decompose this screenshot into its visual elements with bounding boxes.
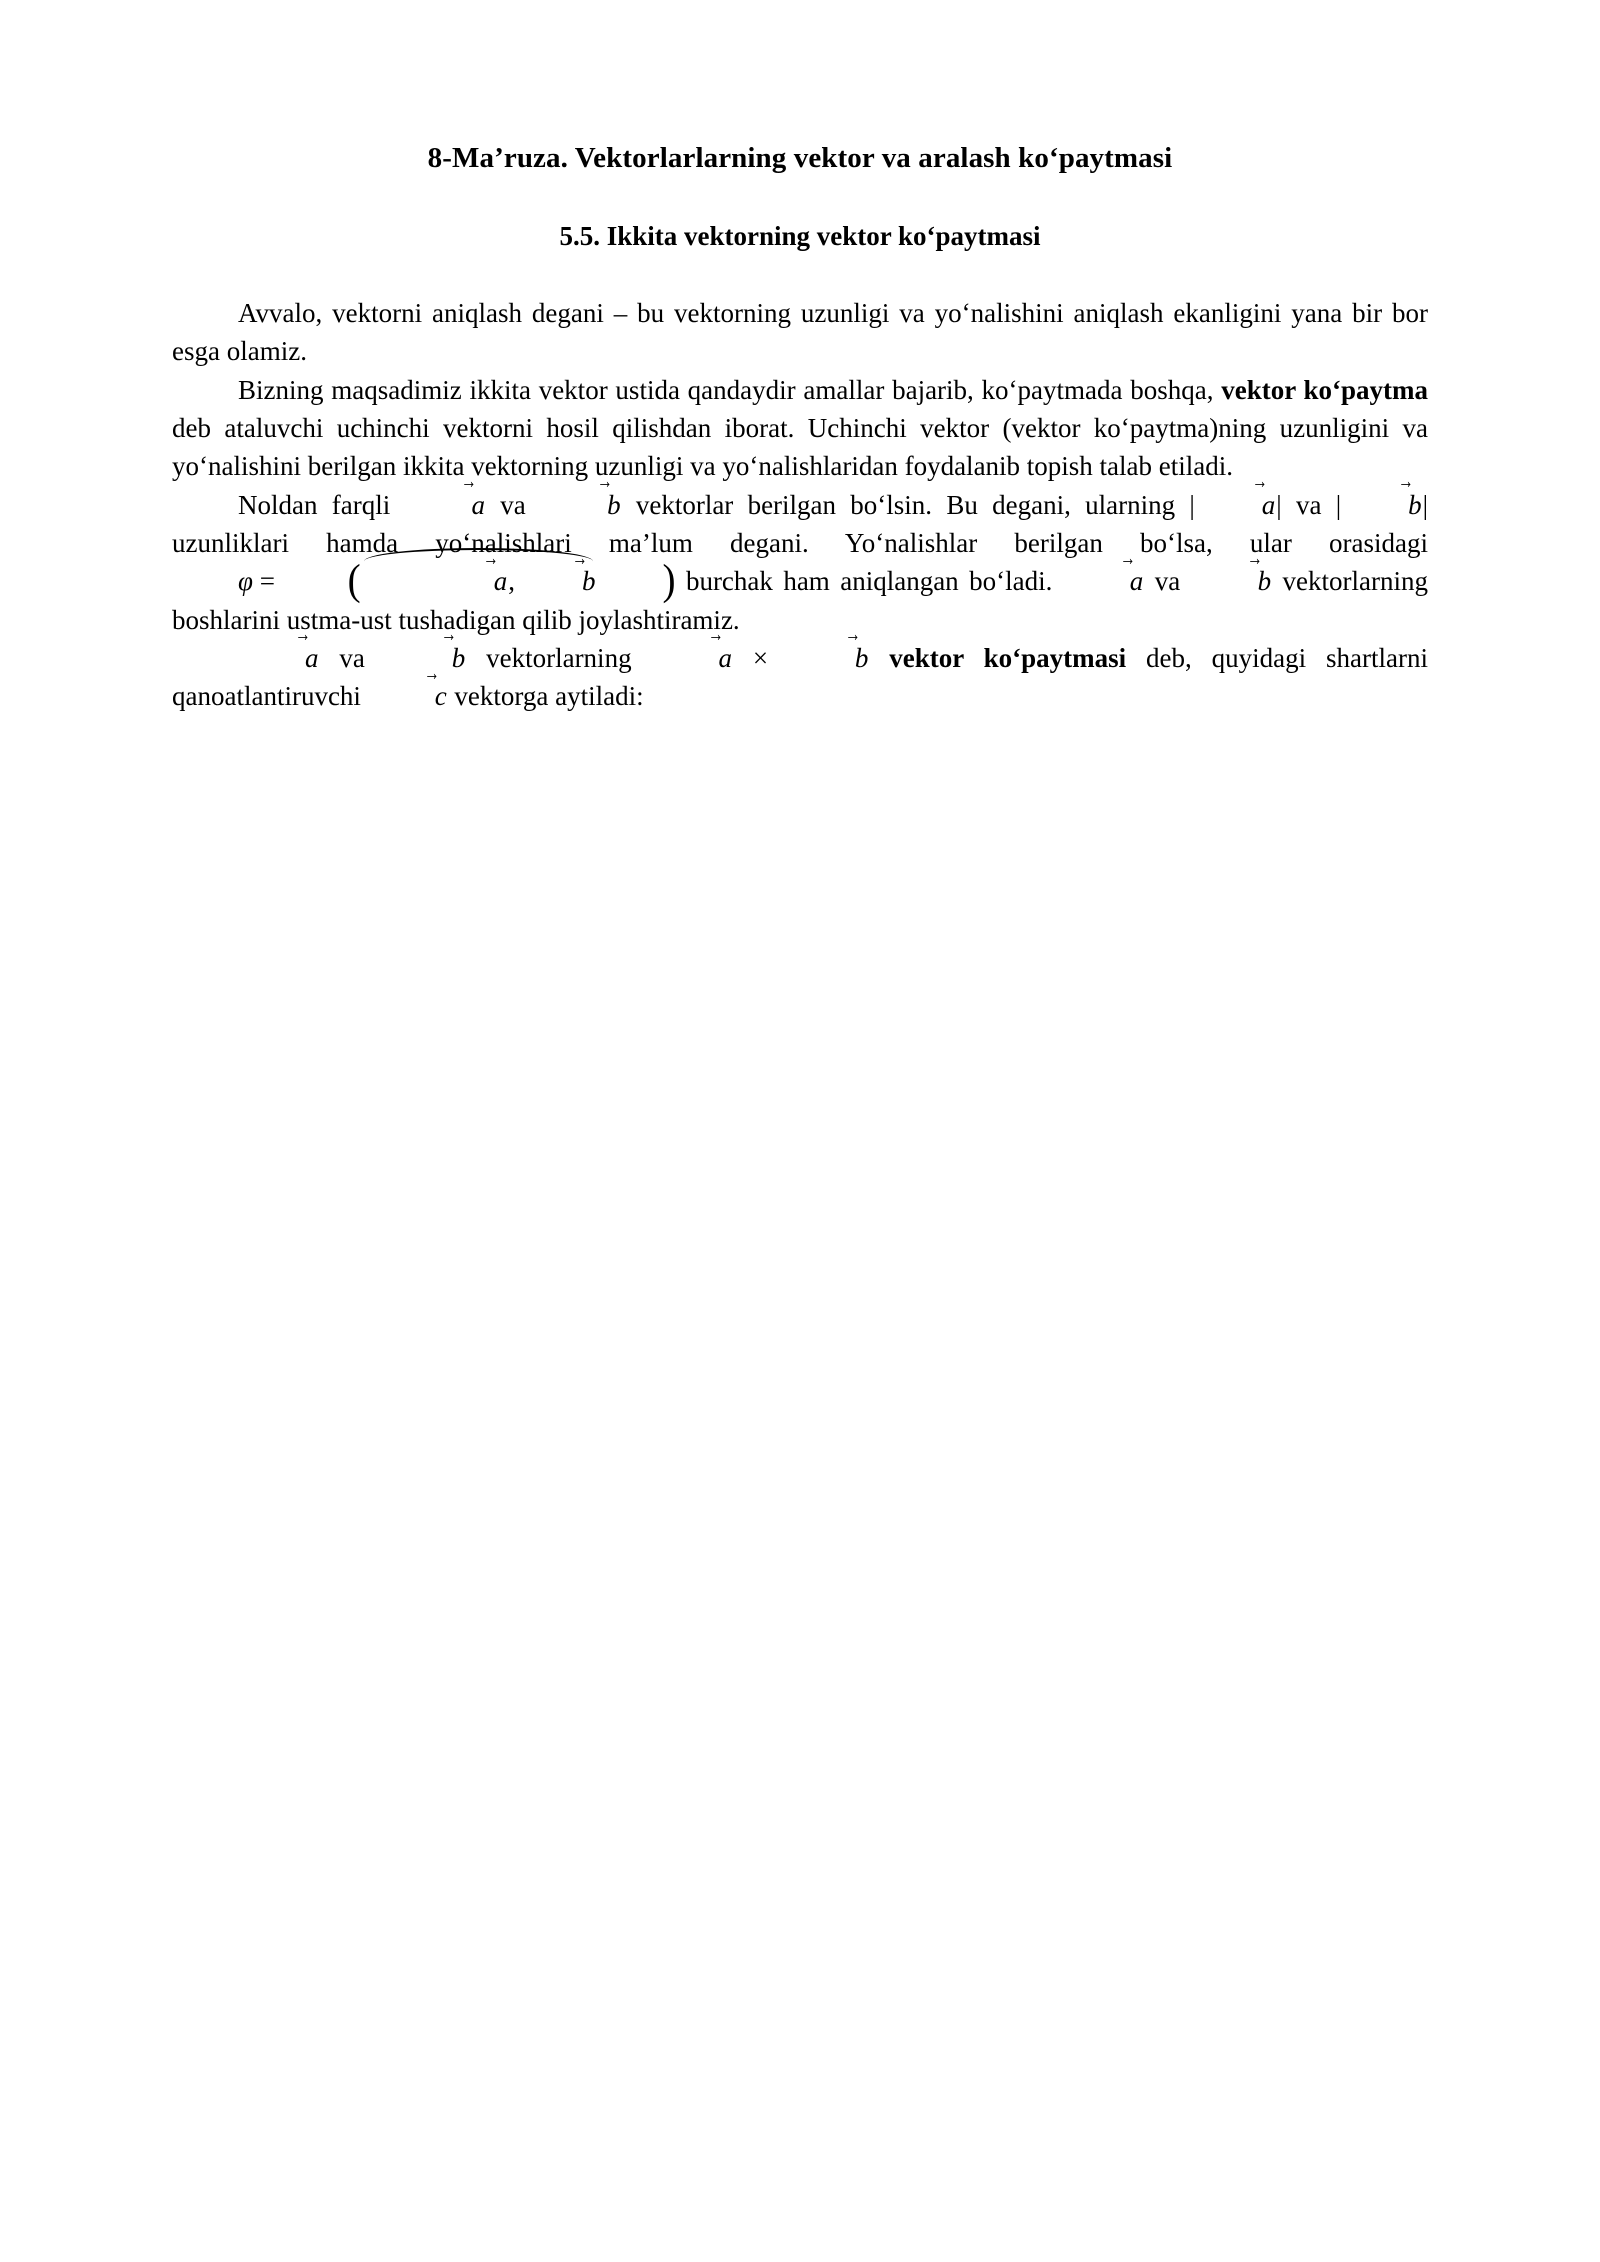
vector-a-symbol: a → <box>238 639 320 677</box>
vector-b-symbol: b → <box>788 639 870 677</box>
page-title: 8-Ma’ruza. Vektorlarlarning vektor va aralash ko‘paytmasi <box>427 142 1173 174</box>
vector-b-symbol: b → <box>1341 486 1423 524</box>
vector-b-symbol: b → <box>1191 562 1273 600</box>
vector-b-symbol: b → <box>385 639 467 677</box>
vector-a-symbol: a → <box>1195 486 1277 524</box>
paragraph-3-part6: burchak ham aniqlangan bo‘ladi. <box>675 566 1063 597</box>
paragraph-3-part5: uzunliklari hamda yo‘nalishlari ma’lum degani. Yo‘nalishlar berilgan bo‘lsa, ular orasidagi <box>172 527 1428 558</box>
abs-bar-close-a: | <box>1276 489 1282 520</box>
equals-sign: = <box>259 566 275 597</box>
vector-b-symbol: b → <box>540 486 622 524</box>
paragraph-2-part1: Bizning maqsadimiz ikkita vektor ustida qandaydir amallar bajarib, ko‘paytmada boshqa, <box>238 374 1222 405</box>
abs-bar-open-b: | <box>1335 489 1342 520</box>
term-vektor-kopaytma: vektor ko‘paytma <box>1221 374 1428 405</box>
paragraph-4-part2: vektorlarning <box>466 642 652 673</box>
paragraph-4-part4: vektorga aytiladi: <box>447 681 644 712</box>
paragraph-3-part7: va <box>1144 566 1191 597</box>
vector-a-symbol: a → <box>427 562 509 600</box>
paragraph-4-part1: va <box>319 642 385 673</box>
paragraph-3-part1: Noldan farqli <box>238 489 405 520</box>
paragraph-4 <box>172 639 1428 716</box>
phi-symbol: φ <box>238 566 253 597</box>
angle-arc-group <box>361 562 597 600</box>
paragraph-2 <box>172 371 1428 486</box>
term-vektor-kopaytmasi: vektor ko‘paytmasi <box>889 642 1127 673</box>
paragraph-1-text: Avvalo, vektorni aniqlash degani – bu vektorning uzunligi va yo‘nalishini aniqlash ekanligini yana bir bor esga olamiz. <box>172 298 1428 367</box>
paragraph-3-part8: vektorlarning boshlarini ustma-ust tushadigan qilib joylashtiramiz. <box>172 566 1428 635</box>
paragraph-3-part4: va <box>1281 489 1336 520</box>
section-title: 5.5. Ikkita vektorning vektor ko‘paytmasi <box>559 221 1041 252</box>
paragraph-3-part3: vektorlar berilgan bo‘lsin. Bu degani, ularning <box>621 489 1190 520</box>
vector-a-symbol: a → <box>1063 562 1145 600</box>
angle-formula: φ = ( a →, b → ) <box>172 562 676 600</box>
paragraph-2-part2: deb ataluvchi uchinchi vektorni hosil qilishdan iborat. Uchinchi vektor (vektor ko‘paytma)ning uzunligini va yo‘nalishini berilgan ikkita vektorning uzunligi va yo‘nalishlaridan foydalanib topish talab etiladi. <box>172 412 1428 482</box>
vector-c-symbol: c → <box>368 677 448 715</box>
paragraph-3-part2: va <box>486 489 541 520</box>
comma: , <box>508 566 515 597</box>
paragraph-3 <box>172 486 1428 639</box>
paragraph-4-part3: deb, quyidagi shartlarni qanoatlantiruvchi <box>172 642 1428 712</box>
vector-a-symbol: a → <box>651 639 733 677</box>
vector-a-symbol: a → <box>405 486 487 524</box>
paragraph-1 <box>172 294 1428 371</box>
abs-bar-close-b: | <box>1422 489 1429 520</box>
abs-bar-open-a: | <box>1189 489 1195 520</box>
cross-product-sign: × <box>752 642 769 673</box>
vector-b-symbol: b → <box>515 562 597 600</box>
